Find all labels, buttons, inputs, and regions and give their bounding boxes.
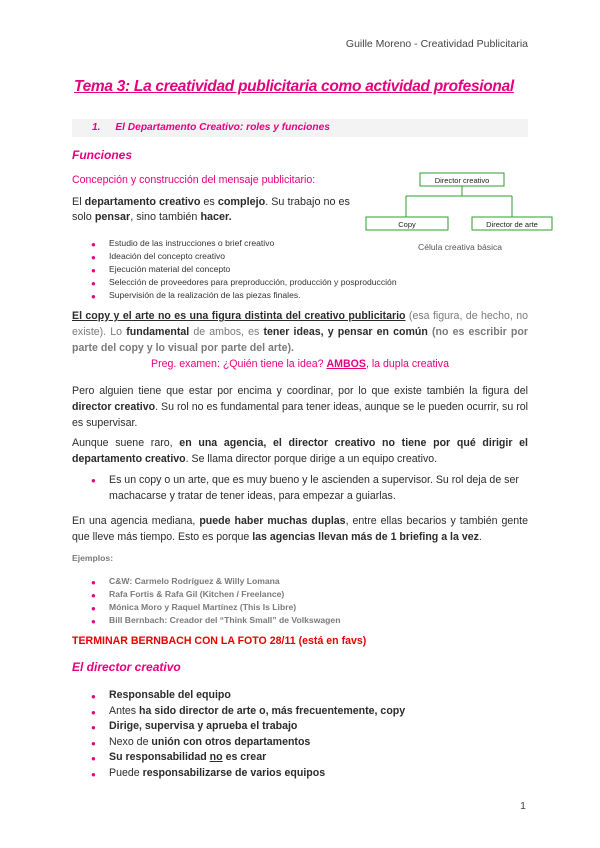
list-item: ● Selección de proveedores para preproducción, producción y posproducción — [87, 276, 397, 289]
funciones-list — [87, 237, 397, 302]
director-traits-list — [87, 688, 405, 781]
director-arte-label: Director de arte — [486, 220, 538, 229]
list-item: ● Estudio de las instrucciones o brief creativo — [87, 237, 397, 250]
page-number: 1 — [520, 800, 526, 812]
paragraph-duplas: En una agencia mediana, puede haber muchas duplas, entre ellas becarios y también gente que lleve más tiempo. Esto es porque las agencias llevan más de 1 briefing a la vez. — [72, 515, 528, 543]
list-item: ● Es un copy o un arte, que es muy bueno y le ascienden a supervisor. Su rol deja de ser machacarse y tratar de tener ideas, para empezar a guiarlas. — [87, 472, 528, 504]
list-item: ● Puede responsabilizarse de varios equipos — [87, 766, 405, 782]
concepcion-heading: Concepción y construcción del mensaje publicitario: — [72, 174, 316, 186]
paragraph-director-figure: Pero alguien tiene que estar por encima y coordinar, por lo que existe también la figura del director creativo. Su rol no es fundamental para tener ideas, aunque se le pueden ocurrir, su rol es supervisar. — [72, 385, 528, 429]
list-item: ● C&W: Carmelo Rodríguez & Willy Lomana — [87, 575, 340, 588]
list-item: ● Mónica Moro y Raquel Martínez (This Is Libre) — [87, 601, 340, 614]
paragraph-copy-arte: El copy y el arte no es una figura distinta del creativo publicitario (esa figura, de hecho, no existe). Lo fundamental de ambos, es tener ideas, y pensar en común (no es escribir por parte del copy y lo visual por parte del arte). — [72, 310, 528, 354]
director-creativo-label: Director creativo — [434, 176, 490, 185]
section-number: 1. — [92, 122, 101, 133]
paragraph-agencia: Aunque suene raro, en una agencia, el director creativo no tiene por qué dirigir el departamento creativo. Se llama director porque dirige a un equipo creativo. — [72, 437, 528, 465]
list-item: ● Nexo de unión con otros departamentos — [87, 735, 405, 751]
section-heading — [72, 119, 528, 137]
list-item: ● Rafa Fortis & Rafa Gil (Kitchen / Freelance) — [87, 588, 340, 601]
page-title: Tema 3: La creatividad publicitaria como actividad profesional — [74, 78, 514, 95]
list-item: ● Su responsabilidad no es crear — [87, 750, 405, 766]
diagram-caption: Célula creativa básica — [418, 242, 503, 252]
list-item: ● Ejecución material del concepto — [87, 263, 397, 276]
creative-cell-diagram — [362, 166, 554, 238]
funciones-heading: Funciones — [72, 148, 133, 162]
director-heading: El director creativo — [72, 660, 181, 674]
ejemplos-list — [87, 575, 340, 627]
list-item: ● Supervisión de la realización de las piezas finales. — [87, 289, 397, 302]
director-origin-list — [87, 472, 528, 504]
page-header: Guille Moreno - Creatividad Publicitaria — [345, 38, 528, 50]
list-item: ● Ideación del concepto creativo — [87, 250, 397, 263]
ejemplos-label: Ejemplos: — [72, 553, 114, 563]
list-item: ● Dirige, supervisa y aprueba el trabajo — [87, 719, 405, 735]
section-title: El Departamento Creativo: roles y funciones — [115, 122, 330, 133]
paragraph-departamento: El departamento creativo es complejo. Su trabajo no es solo pensar, sino también hacer. — [72, 196, 350, 223]
todo-note: TERMINAR BERNBACH CON LA FOTO 28/11 (está en favs) — [72, 635, 367, 647]
exam-question: Preg. examen: ¿Quién tiene la idea? AMBOS, la dupla creativa — [151, 358, 449, 370]
list-item: ● Antes ha sido director de arte o, más frecuentemente, copy — [87, 704, 405, 720]
list-item: ● Bill Bernbach: Creador del “Think Small” de Volkswagen — [87, 614, 340, 627]
list-item: ● Responsable del equipo — [87, 688, 405, 704]
copy-label: Copy — [398, 220, 416, 229]
